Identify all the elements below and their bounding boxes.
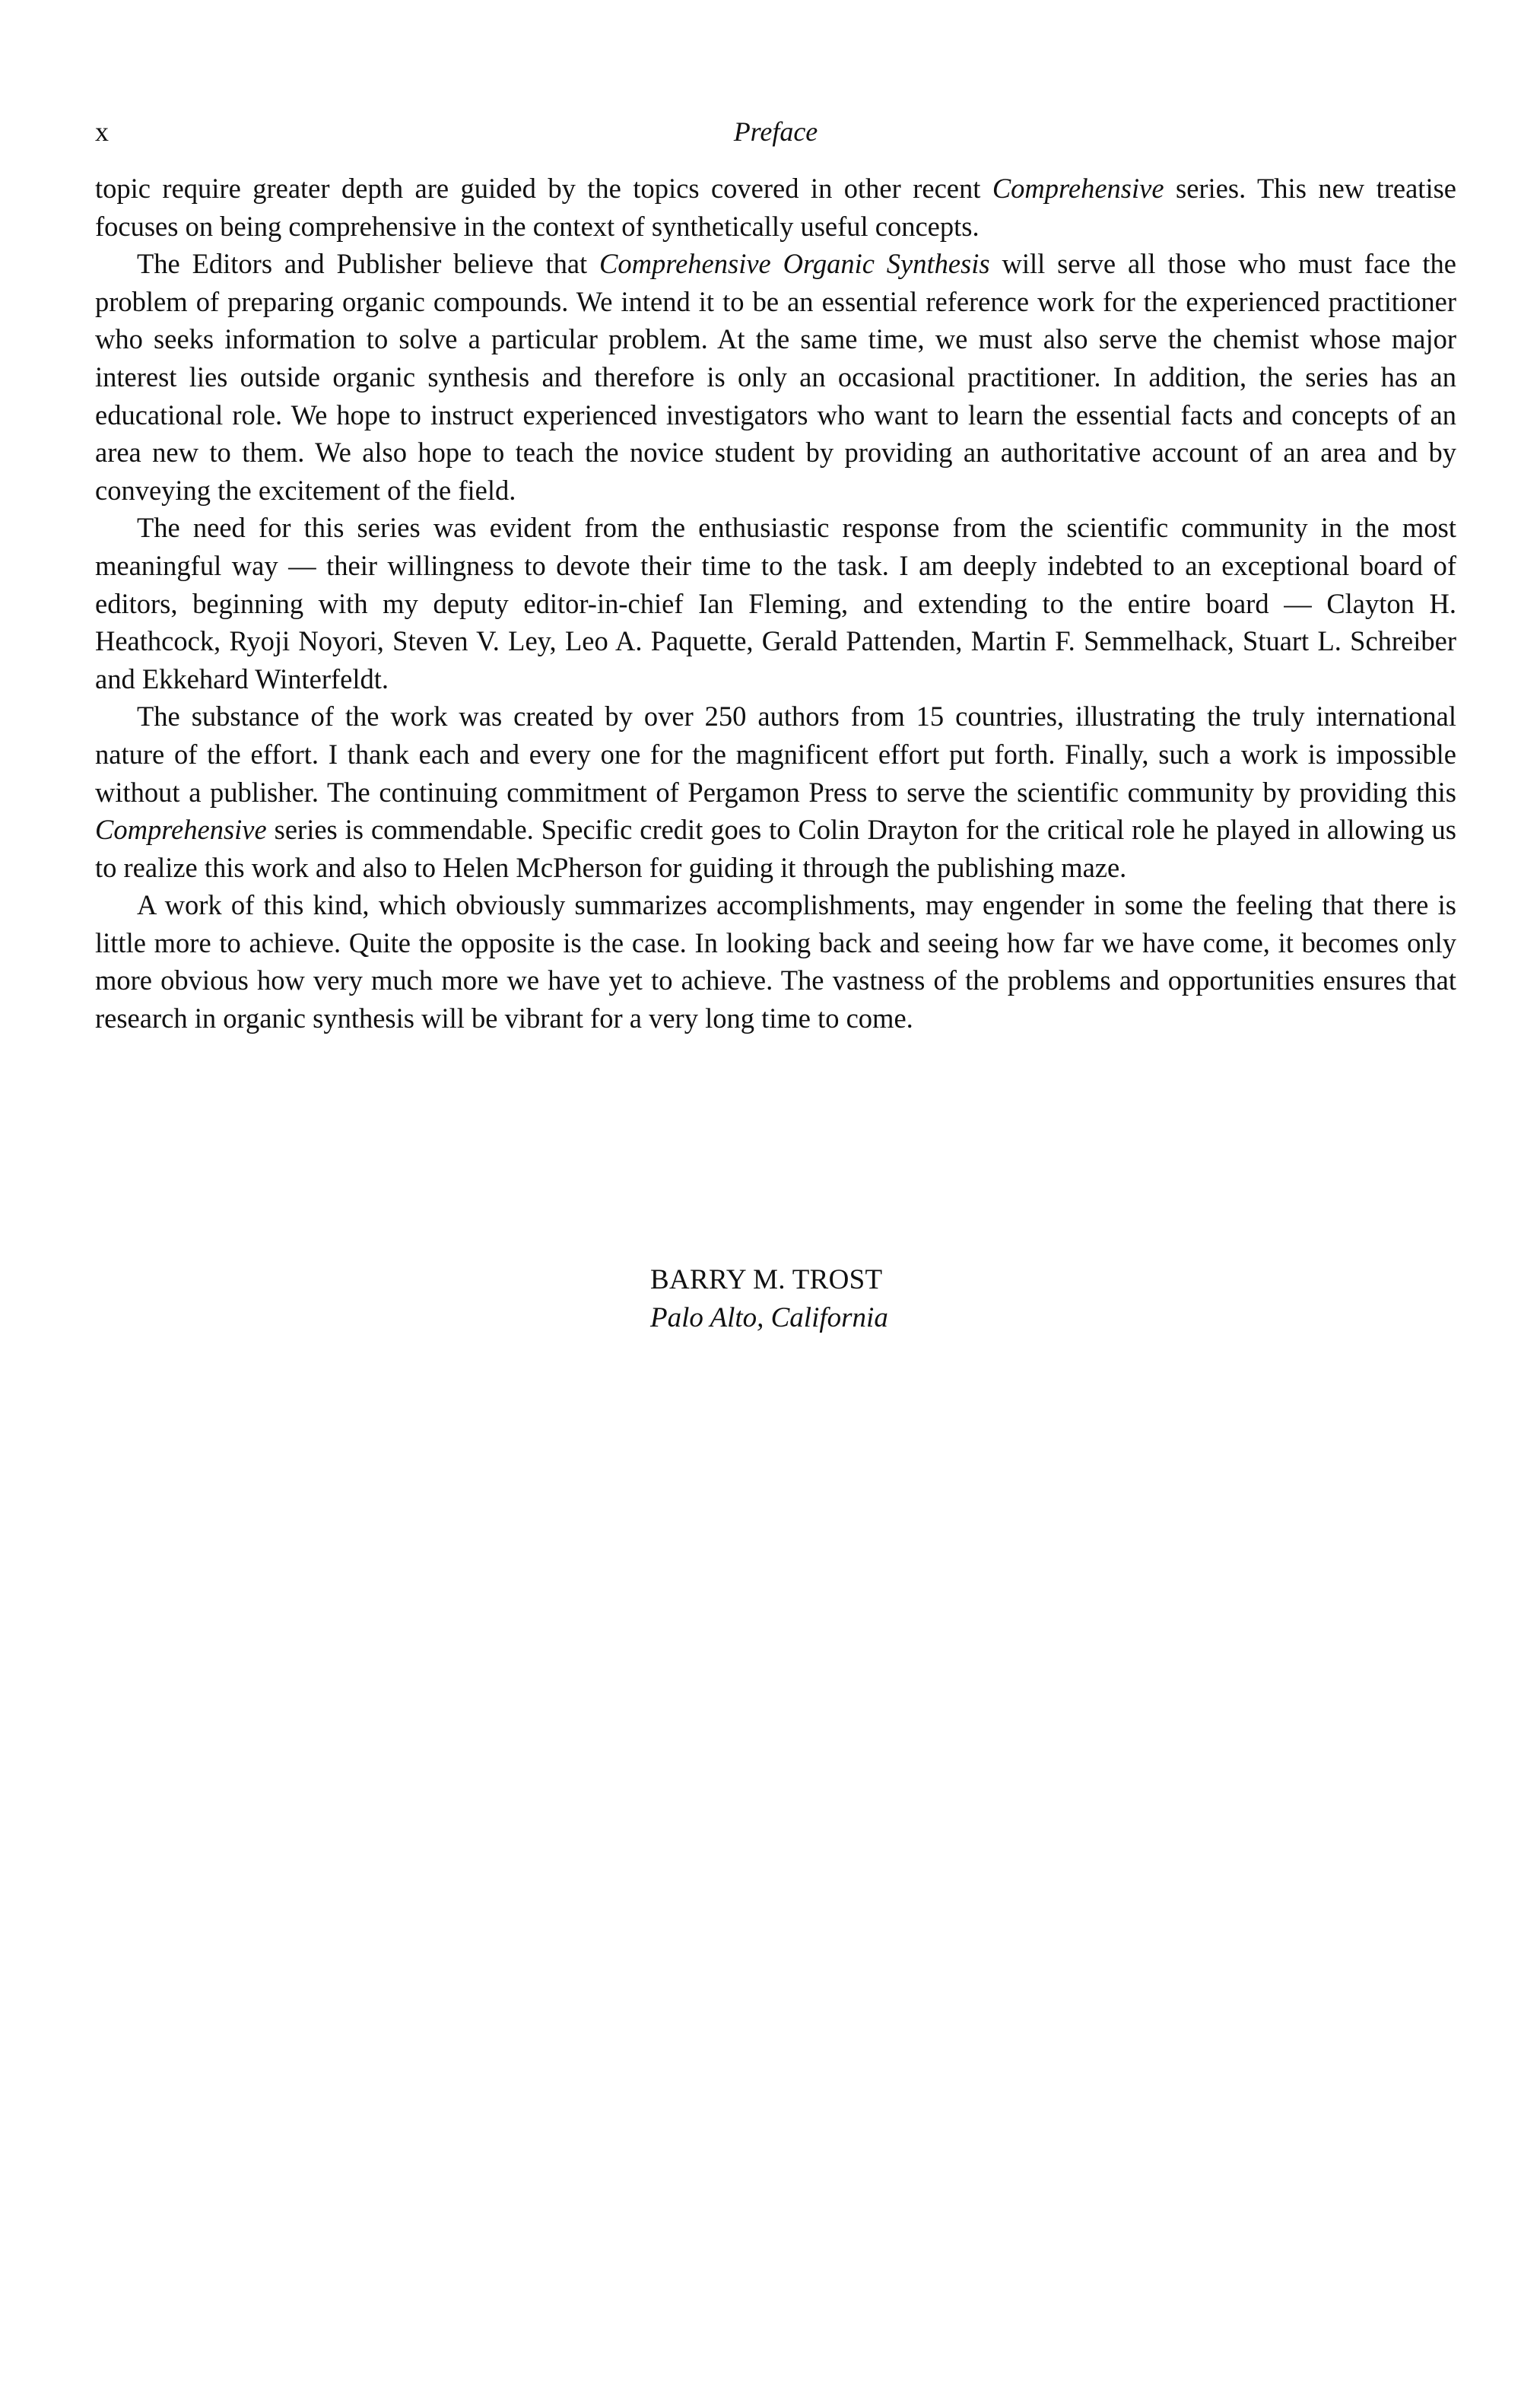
paragraph-text: The Editors and Publisher believe that [137,248,600,280]
paragraph-closing: A work of this kind, which obviously summarizes accomplishments, may engender in some the feeling that there is little more to achieve. Quite the opposite is the case. In looking back and seeing how far we have come, it becomes only more obvious how very much more we have yet to achieve. The vastness of the problems and opportunities ensures that research in organic synthesis will be vibrant for a very long time to come. [95,889,1456,1034]
signature-place: Palo Alto, California [650,1302,888,1333]
preface-body [95,170,1456,1038]
running-head [95,113,1456,151]
paragraph-text: topic require greater depth are guided by the topics covered in other recent [95,173,992,204]
paragraph-continued [95,170,1456,245]
paragraph-editors: The need for this series was evident from the enthusiastic response from the scientific community in the most meaningful way — their willingness to devote their time to the task. I am deeply indebted to an exceptional board of editors, beginning with my deputy editor-in-chief Ian Fleming, and extending to the entire board — Clayton H. Heathcock, Ryoji Noyori, Steven V. Ley, Leo A. Paquette, Gerald Pattenden, Martin F. Semmelhack, Stuart L. Schreiber and Ekkehard Winterfeldt. [95,512,1456,694]
paragraph-authors [95,698,1456,886]
paragraph-text: The substance of the work was created by over 250 authors from 15 countries, illustrating the truly international nature of the effort. I thank each and every one for the magnificent effort put forth. Finally, such a work is impossible without a publisher. The continuing commitment of Pergamon Press to serve the scientific community by providing this [95,701,1456,808]
paragraph-text: series. This new treatise focuses on being comprehensive in the context of synthetically useful concepts. [95,173,1456,242]
paragraph-audience [95,245,1456,509]
paragraph-text: will serve all those who must face the problem of preparing organic compounds. We intend it to be an essential reference work for the experienced practitioner who seeks information to solve a particular problem. At the same time, we must also serve the chemist whose major interest lies outside organic synthesis and therefore is only an occasional practitioner. In addition, the series has an educational role. We hope to instruct experienced investigators who want to learn the essential facts and concepts of an area new to them. We also hope to teach the novice student by providing an authoritative account of an area and by conveying the excitement of the field. [95,248,1456,506]
paragraph-text: series is commendable. Specific credit goes to Colin Drayton for the critical role he played in allowing us to realize this work and also to Helen McPherson for guiding it through the publishing maze. [95,814,1456,883]
series-title-italic: Comprehensive [95,814,267,846]
series-title-italic: Comprehensive [992,173,1164,204]
page-number: x [95,116,109,147]
book-title-italic: Comprehensive Organic Synthesis [599,248,990,280]
running-title: Preface [733,116,818,147]
signature-name: BARRY M. TROST [650,1264,883,1295]
signature-block [650,1261,888,1337]
